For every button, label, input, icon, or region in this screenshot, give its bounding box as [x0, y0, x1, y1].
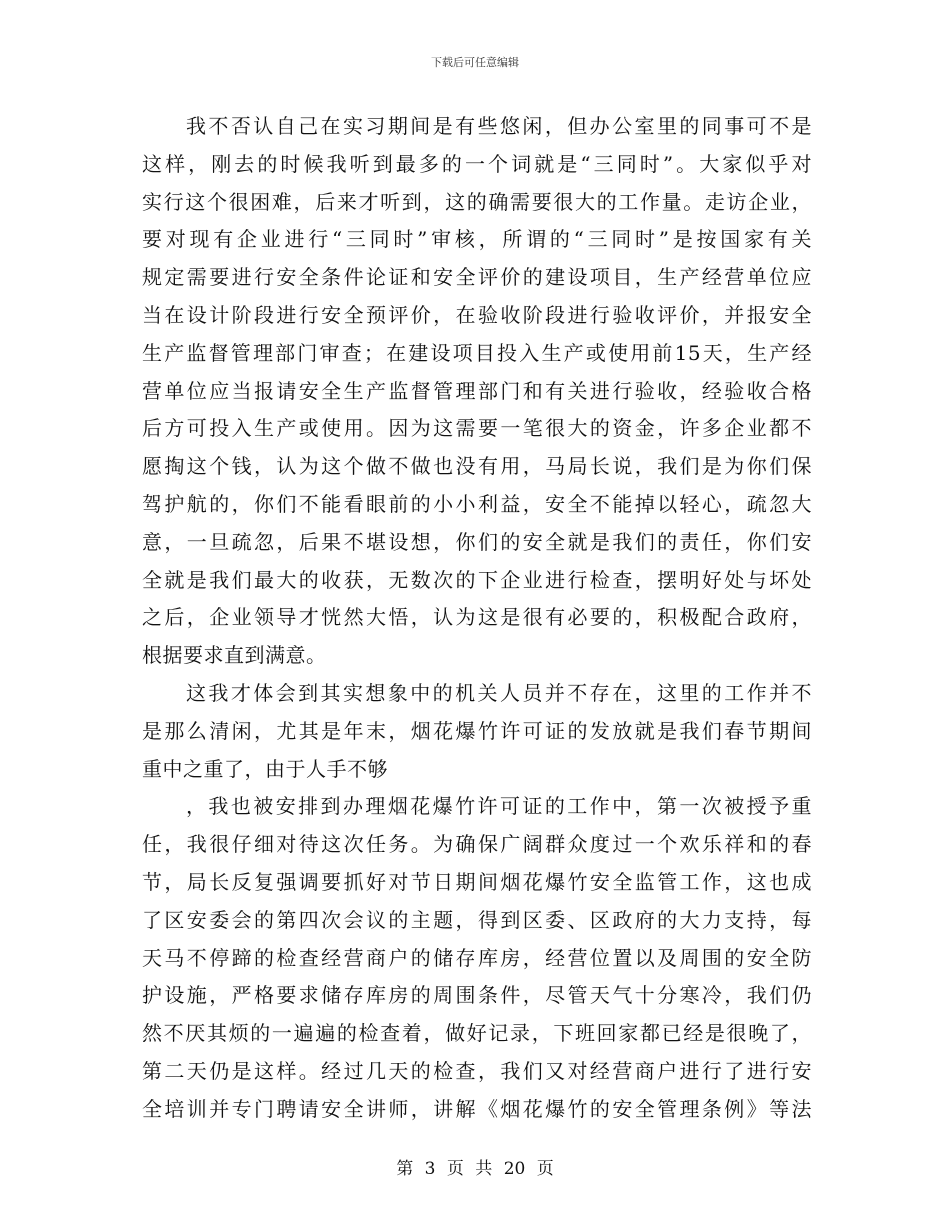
- text-line: 全就是我们最大的收获，无数次的下企业进行检查，摆明好处与坏处: [142, 567, 812, 592]
- body-text: [142, 108, 812, 1129]
- text-line: 这我才体会到其实想象中的机关人员并不存在，这里的工作并不: [186, 680, 812, 705]
- text-line: 之后，企业领导才恍然大悟，认为这是很有必要的，积极配合政府，: [142, 605, 812, 630]
- text-line: 任，我很仔细对待这次任务。为确保广阔群众度过一个欢乐祥和的春: [142, 832, 812, 857]
- text-line: 要对现有企业进行“三同时”审核，所谓的“三同时”是按国家有关: [142, 227, 812, 252]
- text-line: 愿掏这个钱，认为这个做不做也没有用，马局长说，我们是为你们保: [142, 454, 812, 479]
- text-line: 当在设计阶段进行安全预评价，在验收阶段进行验收评价，并报安全: [142, 302, 812, 327]
- text-line: 天马不停蹄的检查经营商户的储存库房，经营位置以及周围的安全防: [142, 945, 812, 970]
- text-line: 第二天仍是这样。经过几天的检查，我们又对经营商户进行了进行安: [142, 1058, 812, 1083]
- page-number-footer: 第 3 页 共 20 页: [396, 1159, 554, 1179]
- text-line: 驾护航的，你们不能看眼前的小小利益，安全不能掉以轻心，疏忽大: [142, 491, 812, 516]
- text-line: 我不否认自己在实习期间是有些悠闲，但办公室里的同事可不是: [186, 114, 812, 138]
- text-line: 重中之重了，由于人手不够: [142, 756, 388, 781]
- page-header: 下载后可任意编辑: [431, 56, 519, 69]
- text-line: 规定需要进行安全条件论证和安全评价的建设项目，生产经营单位应: [142, 265, 812, 290]
- text-line: 全培训并专门聘请安全讲师，讲解《烟花爆竹的安全管理条例》等法: [142, 1096, 812, 1121]
- text-line: 然不厌其烦的一遍遍的检查着，做好记录，下班回家都已经是很晚了，: [142, 1021, 812, 1046]
- text-line: 是那么清闲，尤其是年末，烟花爆竹许可证的发放就是我们春节期间: [142, 718, 812, 743]
- text-line: 根据要求直到满意。: [142, 643, 327, 668]
- text-line: 节，局长反复强调要抓好对节日期间烟花爆竹安全监管工作，这也成: [142, 869, 812, 894]
- text-line: 生产监督管理部门审查；在建设项目投入生产或使用前15天，生产经: [142, 340, 812, 365]
- text-line: 意，一旦疏忽，后果不堪设想，你们的安全就是我们的责任，你们安: [142, 529, 812, 554]
- text-line: 营单位应当报请安全生产监督管理部门和有关进行验收，经验收合格: [142, 378, 812, 403]
- text-line: 这样，刚去的时候我听到最多的一个词就是“三同时”。大家似乎对: [142, 151, 812, 176]
- text-line: 实行这个很困难，后来才听到，这的确需要很大的工作量。走访企业，: [142, 189, 812, 214]
- text-line: 后方可投入生产或使用。因为这需要一笔很大的资金，许多企业都不: [142, 416, 812, 441]
- text-line: 护设施，严格要求储存库房的周围条件，尽管天气十分寒冷，我们仍: [142, 983, 812, 1008]
- text-line: 了区安委会的第四次会议的主题，得到区委、区政府的大力支持，每: [142, 907, 812, 932]
- text-line: ，我也被安排到办理烟花爆竹许可证的工作中，第一次被授予重: [186, 794, 812, 819]
